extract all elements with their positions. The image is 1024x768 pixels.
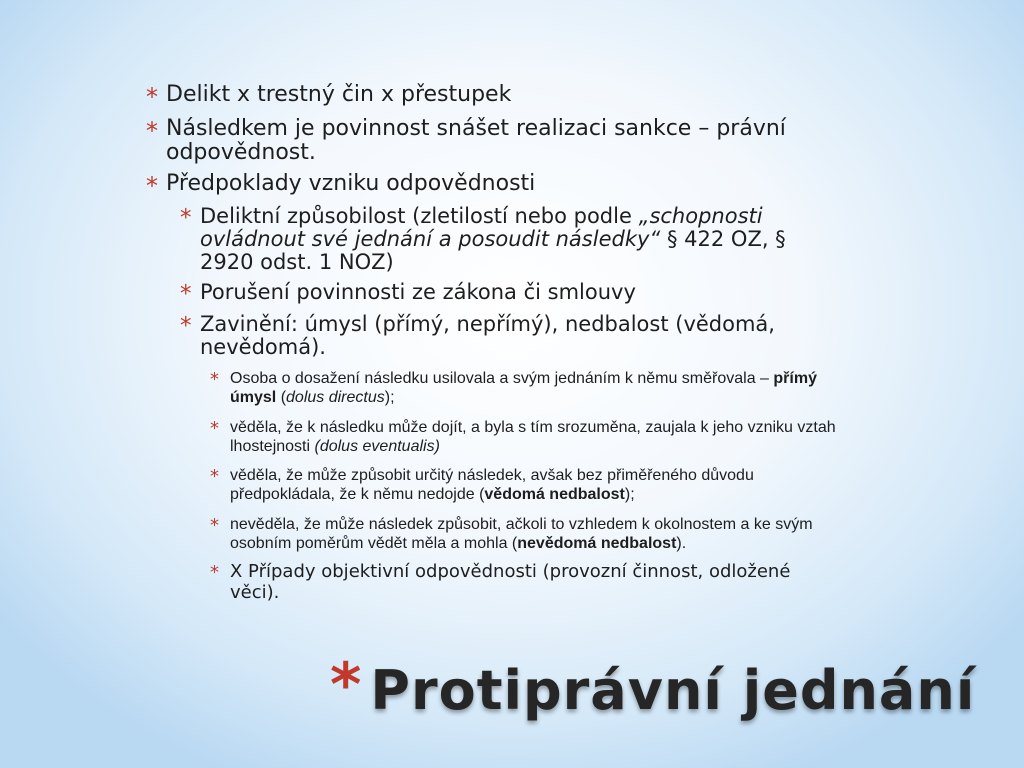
bullet-star-icon: * [210,466,219,487]
bullet-star-icon: * [180,313,192,339]
subsub-bold: nevědomá nedbalost [517,535,677,552]
subsub-text: ( [276,389,287,406]
sub-bullet-1 [180,205,830,274]
bullet-text: Následkem je povinnost snášet realizaci sankce – právní odpovědnost. [166,116,786,165]
bullet-star-icon: * [146,117,158,145]
bullet-star-icon: * [146,83,158,111]
subsub-bullet-5 [210,561,830,603]
subsub-bullet-2 [210,418,850,456]
slide-title-text: Protiprávní jednání [370,659,976,722]
subsub-text: nevěděla, že může následek způsobit, ačkoli to vzhledem k okolnostem a ke svým osobním poměrům vědět měla a mohla ( [230,516,813,552]
bullet-1 [146,82,866,111]
subsub-italic: (dolus eventualis) [314,438,440,455]
subsub-bullet-1 [210,369,830,407]
bullet-star-icon: * [146,172,158,200]
slide-title [330,650,990,722]
title-star-icon: * [330,650,363,720]
sub-bullet-3 [180,313,840,359]
subsub-text: věděla, že může způsobit určitý následek, avšak bez přiměřeného důvodu předpokládala, že k němu nedojde ( [230,467,754,503]
sub-bullet-2 [180,280,860,307]
subsub-bullet-3 [210,466,830,504]
subsub-text: X Případy objektivní odpovědnosti (provozní činnost, odložené věci). [230,561,791,603]
subsub-bullet-4 [210,515,870,553]
bullet-text: Delikt x trestný čin x přestupek [166,82,512,107]
subsub-text: Osoba o dosažení následku usilovala a svým jednáním k němu směřovala – [230,370,774,387]
sub-bullet-quote: „schopnosti ovládnout své jednání a posoudit následky“ [200,204,763,251]
sub-bullet-text: Zavinění: úmysl (přímý, nepřímý), nedbalost (vědomá, nevědomá). [200,312,775,359]
subsub-italic: dolus directus [286,389,385,406]
bullet-3 [146,171,866,200]
subsub-text: ). [676,535,687,552]
bullet-star-icon: * [180,205,192,231]
subsub-text: věděla, že k následku může dojít, a byla s tím srozuměna, zaujala k jeho vzniku vztah lhostejnosti [230,419,836,455]
sub-bullet-text: Deliktní způsobilost (zletilostí nebo podle [200,204,639,228]
subsub-bold: vědomá nedbalost [484,486,625,503]
sub-bullet-text: Porušení povinnosti ze zákona či smlouvy [200,280,636,304]
bullet-star-icon: * [210,562,219,583]
subsub-text: ); [384,389,395,406]
bullet-text: Předpoklady vzniku odpovědnosti [166,171,536,196]
bullet-2 [146,117,786,165]
bullet-star-icon: * [180,281,192,307]
subsub-text: ); [624,486,635,503]
bullet-star-icon: * [210,418,219,439]
subsub-bold: přímý úmysl [230,370,817,406]
bullet-star-icon: * [210,515,219,536]
sub-bullet-citation: § 422 OZ, § 2920 odst. 1 NOZ) [200,227,786,274]
bullet-star-icon: * [210,369,219,390]
